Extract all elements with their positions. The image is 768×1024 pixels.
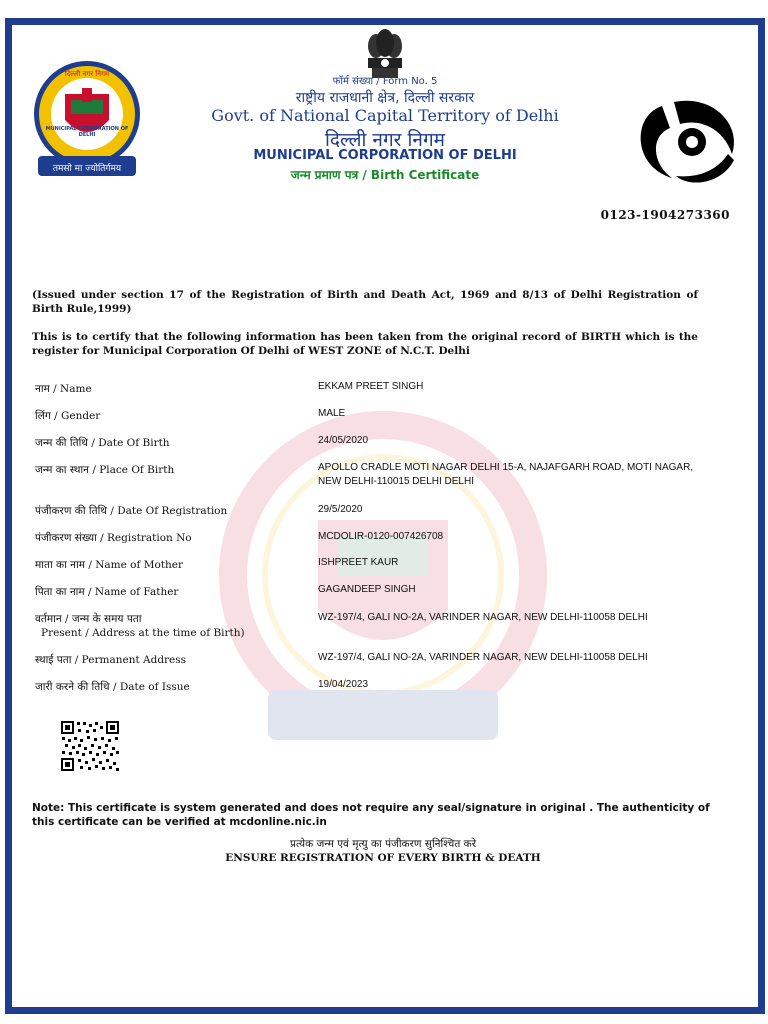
qr-code (60, 720, 120, 772)
logo-motto: तमसो मा ज्योतिर्गमय (52, 164, 122, 174)
certificate-number: 0123-1904273360 (600, 208, 730, 222)
registration-no-label: पंजीकरण संख्या / Registration No (35, 532, 192, 544)
logo-ring-text: MUNICIPAL CORPORATION OF DELHI (45, 126, 129, 138)
permanent-address-value: WZ-197/4, GALI NO-2A, VARINDER NAGAR, NEW DELHI-110058 DELHI (318, 652, 648, 663)
father-name-value: GAGANDEEP SINGH (318, 584, 416, 595)
place-of-birth-value: APOLLO CRADLE MOTI NAGAR DELHI 15-A, NAJAFGARH ROAD, MOTI NAGAR, NEW DELHI-110015 DELHI DELHI (318, 462, 694, 487)
date-of-registration-value: 29/5/2020 (318, 504, 363, 515)
issued-under-text: (Issued under section 17 of the Registration of Birth and Death Act, 1969 and 8/13 of Delhi Registration of Birth Rule,1999) (32, 289, 698, 315)
footer-english: ENSURE REGISTRATION OF EVERY BIRTH & DEATH (225, 852, 541, 864)
mcd-hindi: दिल्ली नगर निगम (325, 129, 445, 151)
note-text: Note: This certificate is system generated and does not require any seal/signature in original . The authenticity of this certificate can be verified at mcdonline.nic.in (32, 802, 710, 828)
dob-value: 24/05/2020 (318, 435, 369, 446)
gender-value: MALE (318, 408, 346, 419)
dob-label: जन्म की तिथि / Date Of Birth (35, 437, 170, 449)
logo-top-text: दिल्ली नगर निगम (64, 70, 110, 78)
mcd-english: MUNICIPAL CORPORATION OF DELHI (253, 148, 517, 163)
gender-label: लिंग / Gender (35, 410, 101, 422)
mother-name-value: ISHPREET KAUR (318, 557, 399, 568)
father-name-label: पिता का नाम / Name of Father (35, 586, 179, 598)
permanent-address-label: स्थाई पता / Permanent Address (35, 654, 187, 666)
present-address-label: वर्तमान / जन्म के समय पता (35, 613, 142, 625)
state-govt-hindi: राष्ट्रीय राजधानी क्षेत्र, दिल्ली सरकार (295, 90, 475, 106)
name-label: नाम / Name (35, 383, 92, 395)
form-number: फॉर्म संख्या / Form No. 5 (332, 76, 438, 87)
govt-english: Govt. of National Capital Territory of Delhi (211, 106, 559, 125)
footer-hindi: प्रत्येक जन्म एवं मृत्यु का पंजीकरण सुनिश्चित करे (289, 838, 477, 850)
date-of-registration-label: पंजीकरण की तिथि / Date Of Registration (35, 505, 228, 517)
certify-text: This is to certify that the following information has been taken from the original record of BIRTH which is the register for Municipal Corporation Of Delhi of WEST ZONE of N.C.T. Delhi (32, 331, 698, 357)
registration-no-value: MCDOLIR-0120-007426708 (318, 531, 444, 542)
name-value: EKKAM PREET SINGH (318, 381, 424, 392)
place-of-birth-label: जन्म का स्थान / Place Of Birth (35, 464, 175, 476)
date-of-issue-label: जारी करने की तिथि / Date of Issue (35, 681, 190, 693)
mother-name-label: माता का नाम / Name of Mother (35, 559, 183, 571)
swirl-logo-icon (632, 96, 742, 186)
certificate-title: जन्म प्रमाण पत्र / Birth Certificate (290, 168, 480, 182)
present-address-value: WZ-197/4, GALI NO-2A, VARINDER NAGAR, NEW DELHI-110058 DELHI (318, 612, 648, 623)
date-of-issue-value: 19/04/2023 (318, 679, 369, 690)
present-address-label-english: Present / Address at the time of Birth) (41, 627, 245, 639)
